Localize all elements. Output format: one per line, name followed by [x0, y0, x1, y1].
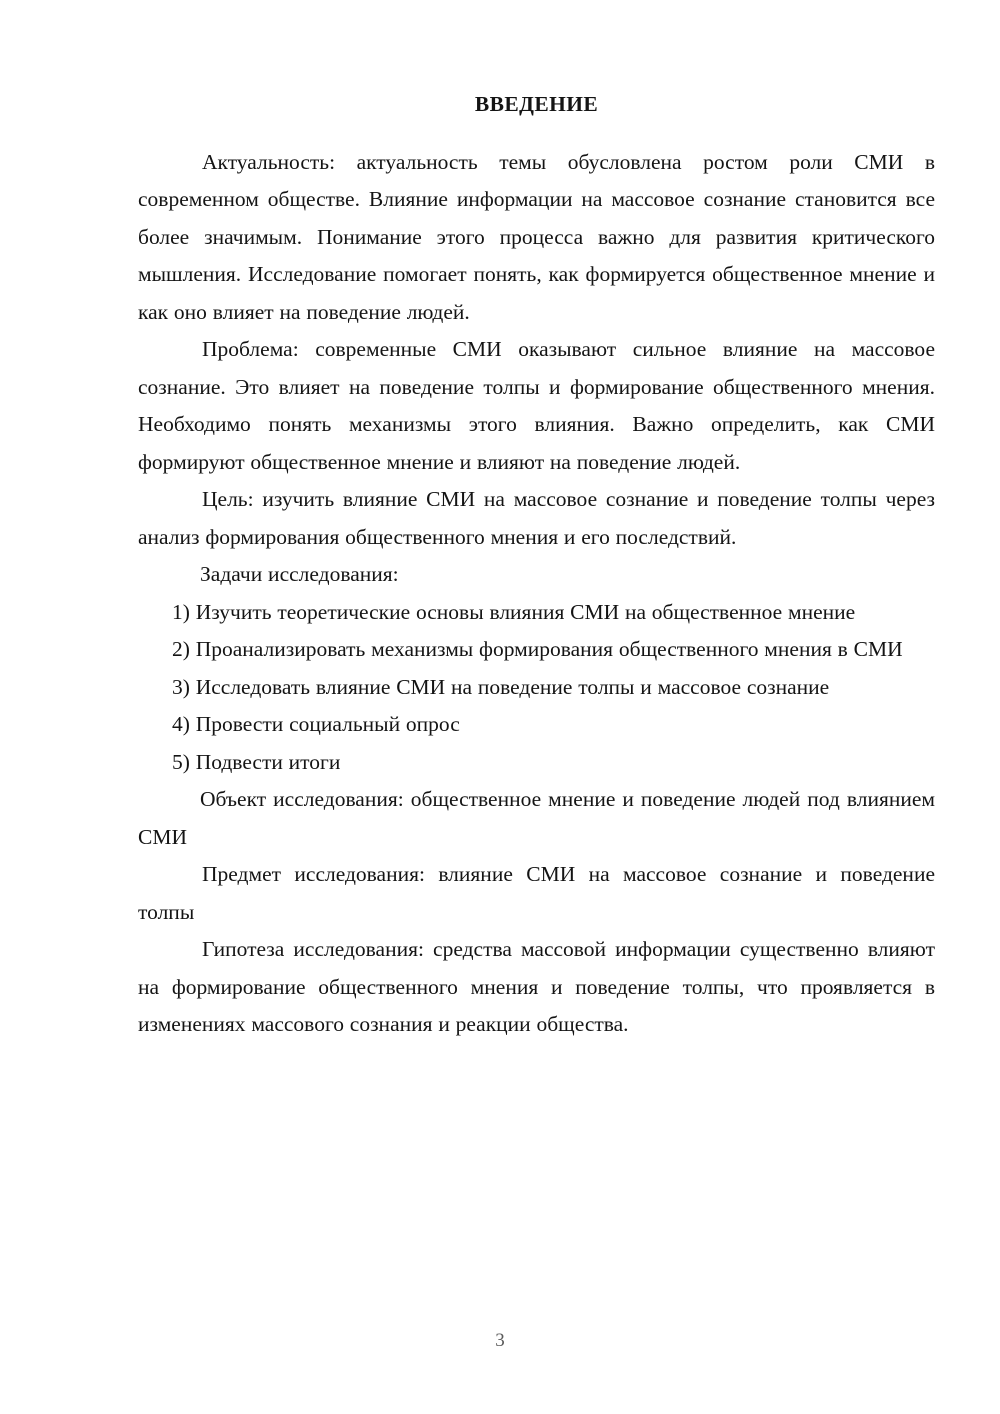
paragraph-task-3: 3) Исследовать влияние СМИ на поведение толпы и массовое сознание	[172, 674, 830, 699]
paragraph-task-1: 1) Изучить теоретические основы влияния СМИ на общественное мнение	[172, 599, 856, 624]
body-text	[138, 144, 935, 1044]
paragraph-problem: Проблема: современные СМИ оказывают сильное влияние на массовое сознание. Это влияет на поведение толпы и формирование общественного мнения. Необходимо понять механизмы этого влияния. Важно определить, как СМИ формируют общественное мнение и влияют на поведение людей.	[138, 337, 935, 474]
paragraph-relevance: Актуальность: актуальность темы обусловлена ростом роли СМИ в современном обществе. Влияние информации на массовое сознание становится все более значимым. Понимание этого процесса важно для развития критического мышления. Исследование помогает понять, как формируется общественное мнение и как оно влияет на поведение людей.	[138, 149, 935, 324]
page-title: ВВЕДЕНИЕ	[474, 92, 599, 116]
paragraph-task-4: 4) Провести социальный опрос	[172, 712, 460, 737]
paragraph-tasks-heading: Задачи исследования:	[200, 562, 399, 587]
page-number: 3	[495, 1330, 505, 1351]
paragraph-task-5: 5) Подвести итоги	[172, 749, 341, 774]
paragraph-hypothesis: Гипотеза исследования: средства массовой информации существенно влияют на формирование общественного мнения и поведение толпы, что проявляется в изменениях массового сознания и реакции общества.	[138, 937, 935, 1037]
paragraph-task-2: 2) Проанализировать механизмы формирования общественного мнения в СМИ	[172, 637, 903, 662]
paragraph-object: Объект исследования: общественное мнение и поведение людей под влиянием СМИ	[138, 787, 935, 849]
paragraph-goal: Цель: изучить влияние СМИ на массовое сознание и поведение толпы через анализ формирования общественного мнения и его последствий.	[138, 487, 935, 549]
page-content	[138, 92, 935, 1044]
paragraph-subject: Предмет исследования: влияние СМИ на массовое сознание и поведение толпы	[138, 862, 935, 924]
